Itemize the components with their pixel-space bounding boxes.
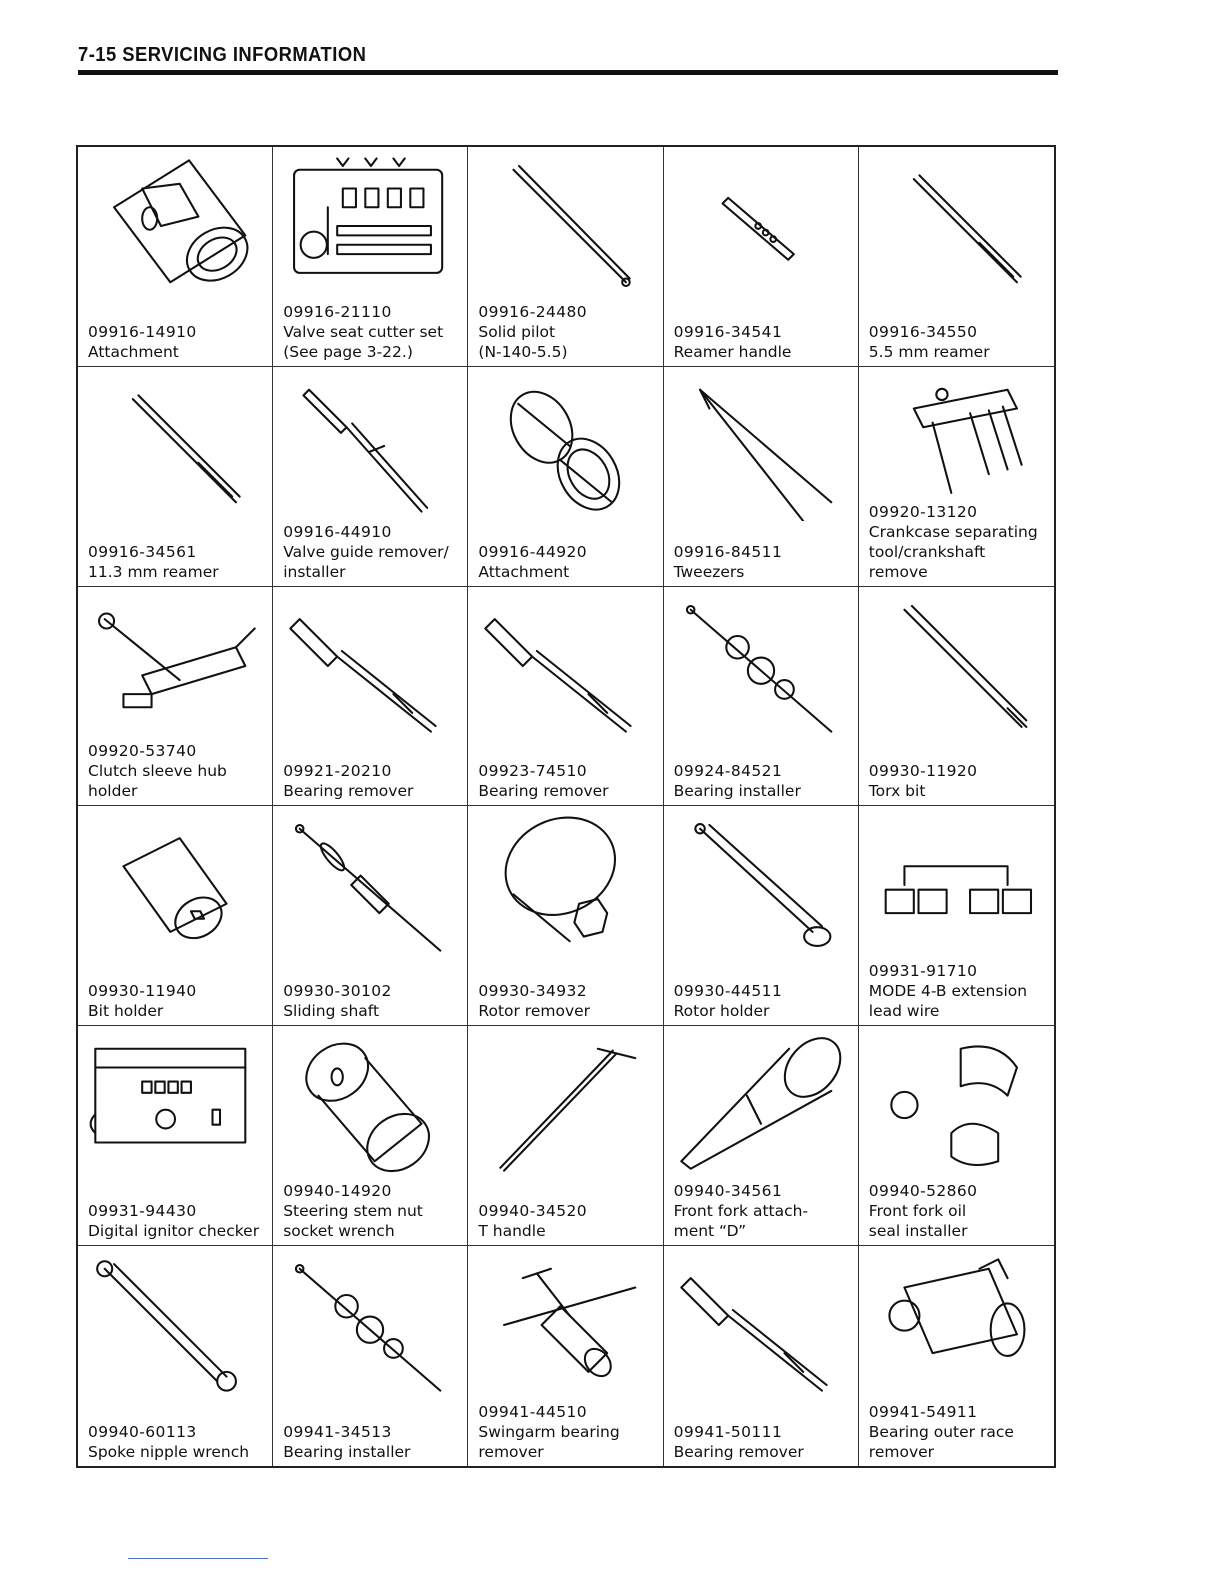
cutter-set-case-icon	[279, 151, 461, 301]
tool-cell	[468, 147, 663, 367]
part-number: 09931-94430	[88, 1202, 197, 1221]
part-number: 09916-34550	[868, 322, 978, 341]
tool-caption	[674, 761, 854, 801]
tool-caption	[88, 741, 268, 801]
tool-description-line: ment “D”	[673, 1222, 747, 1241]
sliding-shaft-icon	[279, 810, 461, 960]
tool-description-line: Steering stem nut	[283, 1202, 423, 1221]
tool-description-line: 5.5 mm reamer	[868, 342, 990, 361]
tool-description-line: Reamer handle	[673, 342, 792, 361]
guide-remover-icon	[279, 371, 461, 521]
sleeve-attachment-icon	[84, 151, 266, 301]
rotor-remover-icon	[474, 810, 656, 960]
tool-caption	[869, 1181, 1050, 1241]
tool-cell	[468, 1026, 663, 1246]
part-number: 09920-13120	[868, 502, 978, 521]
tool-description-line: Tweezers	[673, 562, 745, 581]
swingarm-remover-icon	[474, 1250, 656, 1400]
reamer-icon	[84, 371, 266, 521]
cylinder-attachment-icon	[474, 371, 656, 521]
part-number: 09916-44910	[283, 522, 392, 541]
tool-description-line: Attachment	[478, 562, 570, 581]
tool-caption	[869, 502, 1050, 582]
tool-caption	[674, 322, 854, 362]
bearing-installer-icon	[670, 591, 852, 741]
tool-description-line: Clutch sleeve hub	[88, 762, 227, 781]
part-number: 09931-91710	[868, 962, 978, 981]
footer-rule	[128, 1558, 268, 1559]
tool-description-line: Solid pilot	[478, 322, 556, 341]
part-number: 09916-14910	[88, 322, 197, 341]
seal-installer-icon	[865, 1030, 1047, 1180]
tool-cell	[859, 147, 1054, 367]
part-number: 09941-44510	[478, 1402, 587, 1421]
tool-description-line: Front fork oil	[868, 1202, 967, 1221]
tool-cell	[468, 367, 663, 587]
tool-cell	[664, 147, 859, 367]
part-number: 09930-34932	[478, 982, 587, 1001]
tool-caption	[88, 542, 268, 582]
tool-cell	[664, 587, 859, 807]
part-number: 09930-44511	[673, 982, 783, 1001]
tool-caption	[674, 1181, 854, 1241]
tool-description-line: Attachment	[88, 342, 179, 361]
part-number: 09941-54911	[868, 1402, 978, 1421]
tool-caption	[478, 981, 658, 1021]
tool-caption	[674, 981, 854, 1021]
tool-caption	[283, 761, 463, 801]
tool-caption	[88, 1201, 268, 1241]
tool-cell	[78, 1026, 273, 1246]
part-number: 09930-11920	[868, 762, 978, 781]
part-number: 09920-53740	[88, 742, 197, 761]
part-number: 09930-30102	[283, 982, 392, 1001]
tool-description-line: Valve guide remover/	[283, 542, 449, 561]
tool-cell	[859, 1026, 1054, 1246]
t-handle-icon	[474, 1030, 656, 1180]
torx-bit-icon	[865, 591, 1047, 741]
tool-cell	[78, 367, 273, 587]
tool-description-line: Bearing installer	[283, 1442, 411, 1461]
tool-cell	[273, 147, 468, 367]
tool-caption	[869, 961, 1050, 1021]
tool-description-line: Swingarm bearing	[478, 1422, 620, 1441]
part-number: 09940-14920	[283, 1182, 392, 1201]
lead-wire-icon	[865, 810, 1047, 960]
bearing-remover-icon	[474, 591, 656, 741]
part-number: 09940-34561	[673, 1182, 783, 1201]
tool-caption	[478, 302, 658, 362]
tool-description-line: Valve seat cutter set	[283, 322, 444, 341]
spoke-wrench-icon	[84, 1250, 266, 1400]
tool-caption	[283, 302, 463, 362]
tool-cell	[664, 1246, 859, 1466]
tool-caption	[478, 1402, 658, 1462]
tool-description-line: holder	[88, 782, 138, 801]
tool-cell	[78, 587, 273, 807]
part-number: 09916-34541	[673, 322, 783, 341]
solid-pilot-icon	[474, 151, 656, 301]
bearing-remover-icon	[279, 591, 461, 741]
tools-table	[76, 145, 1056, 1468]
tool-caption	[283, 1422, 463, 1462]
tool-cell	[664, 1026, 859, 1246]
bearing-remover-icon	[670, 1250, 852, 1400]
tool-description-line: 11.3 mm reamer	[88, 562, 219, 581]
tool-cell	[664, 367, 859, 587]
tool-description-line: Bearing remover	[478, 782, 609, 801]
part-number: 09916-84511	[673, 542, 783, 561]
part-number: 09941-50111	[673, 1422, 783, 1441]
tool-description-line: Torx bit	[868, 782, 926, 801]
tool-cell	[78, 1246, 273, 1466]
tool-cell	[273, 806, 468, 1026]
tool-caption	[869, 322, 1050, 362]
tool-description-line: MODE 4-B extension	[868, 982, 1028, 1001]
reamer-icon	[865, 151, 1047, 301]
tool-description-line: remover	[478, 1442, 544, 1461]
tool-description-line: Rotor remover	[478, 1002, 591, 1021]
tool-caption	[283, 1181, 463, 1241]
tool-cell	[468, 1246, 663, 1466]
bit-holder-icon	[84, 810, 266, 960]
tool-description-line: Bearing installer	[673, 782, 801, 801]
bearing-installer-icon	[279, 1250, 461, 1400]
tool-caption	[869, 761, 1050, 801]
tool-cell	[664, 806, 859, 1026]
tool-description-line: Bit holder	[88, 1002, 164, 1021]
tool-cell	[468, 587, 663, 807]
page-header: 7-15 SERVICING INFORMATION	[78, 44, 367, 66]
tool-description-line: Bearing outer race	[868, 1422, 1014, 1441]
tool-description-line: Rotor holder	[673, 1002, 770, 1021]
tool-description-line: remover	[868, 1442, 935, 1461]
tool-caption	[88, 322, 268, 362]
part-number: 09941-34513	[283, 1422, 392, 1441]
tool-cell	[78, 147, 273, 367]
tool-caption	[88, 1422, 268, 1462]
tool-cell	[273, 1026, 468, 1246]
tool-cell	[859, 1246, 1054, 1466]
ignitor-checker-icon	[84, 1030, 266, 1180]
tool-caption	[478, 542, 658, 582]
part-number: 09924-84521	[673, 762, 783, 781]
tool-description-line: T handle	[478, 1222, 546, 1241]
tool-cell	[468, 806, 663, 1026]
part-number: 09916-21110	[283, 302, 392, 321]
tool-description-line: Crankcase separating	[868, 522, 1038, 541]
tool-description-line: (See page 3-22.)	[283, 342, 413, 361]
tool-description-line: Bearing remover	[283, 782, 414, 801]
tool-cell	[273, 587, 468, 807]
tool-description-line: socket wrench	[283, 1222, 395, 1241]
tool-cell	[859, 806, 1054, 1026]
fork-attachment-icon	[670, 1030, 852, 1180]
part-number: 09940-52860	[868, 1182, 978, 1201]
tool-cell	[273, 1246, 468, 1466]
tool-description-line: tool/crankshaft	[868, 542, 986, 561]
tool-description-line: remove	[868, 562, 928, 581]
tool-cell	[78, 806, 273, 1026]
part-number: 09940-60113	[88, 1422, 197, 1441]
hub-holder-icon	[84, 591, 266, 741]
part-number: 09921-20210	[283, 762, 392, 781]
tool-description-line: lead wire	[868, 1002, 940, 1021]
part-number: 09930-11940	[88, 982, 197, 1001]
tool-description-line: Bearing remover	[673, 1442, 804, 1461]
part-number: 09940-34520	[478, 1202, 587, 1221]
tool-description-line: (N-140-5.5)	[478, 342, 568, 361]
tool-description-line: Spoke nipple wrench	[88, 1442, 250, 1461]
part-number: 09916-44920	[478, 542, 587, 561]
tool-cell	[859, 587, 1054, 807]
reamer-handle-icon	[670, 151, 852, 301]
part-number: 09916-34561	[88, 542, 197, 561]
tool-caption	[478, 1201, 658, 1241]
rotor-holder-icon	[670, 810, 852, 960]
tool-caption	[88, 981, 268, 1021]
header-rule	[78, 70, 1058, 75]
tool-description-line: installer	[283, 562, 346, 581]
part-number: 09923-74510	[478, 762, 587, 781]
tool-caption	[674, 542, 854, 582]
race-remover-icon	[865, 1250, 1047, 1400]
tool-description-line: seal installer	[868, 1222, 968, 1241]
tool-caption	[869, 1402, 1050, 1462]
socket-wrench-icon	[279, 1030, 461, 1180]
tool-caption	[674, 1422, 854, 1462]
part-number: 09916-24480	[478, 302, 587, 321]
tool-caption	[283, 522, 463, 582]
tool-caption	[283, 981, 463, 1021]
crankcase-separator-icon	[865, 371, 1047, 521]
tool-cell	[273, 367, 468, 587]
tool-description-line: Sliding shaft	[283, 1002, 380, 1021]
tool-cell	[859, 367, 1054, 587]
tool-caption	[478, 761, 658, 801]
tool-description-line: Front fork attach-	[673, 1202, 809, 1221]
tweezers-icon	[670, 371, 852, 521]
tool-description-line: Digital ignitor checker	[88, 1222, 260, 1241]
